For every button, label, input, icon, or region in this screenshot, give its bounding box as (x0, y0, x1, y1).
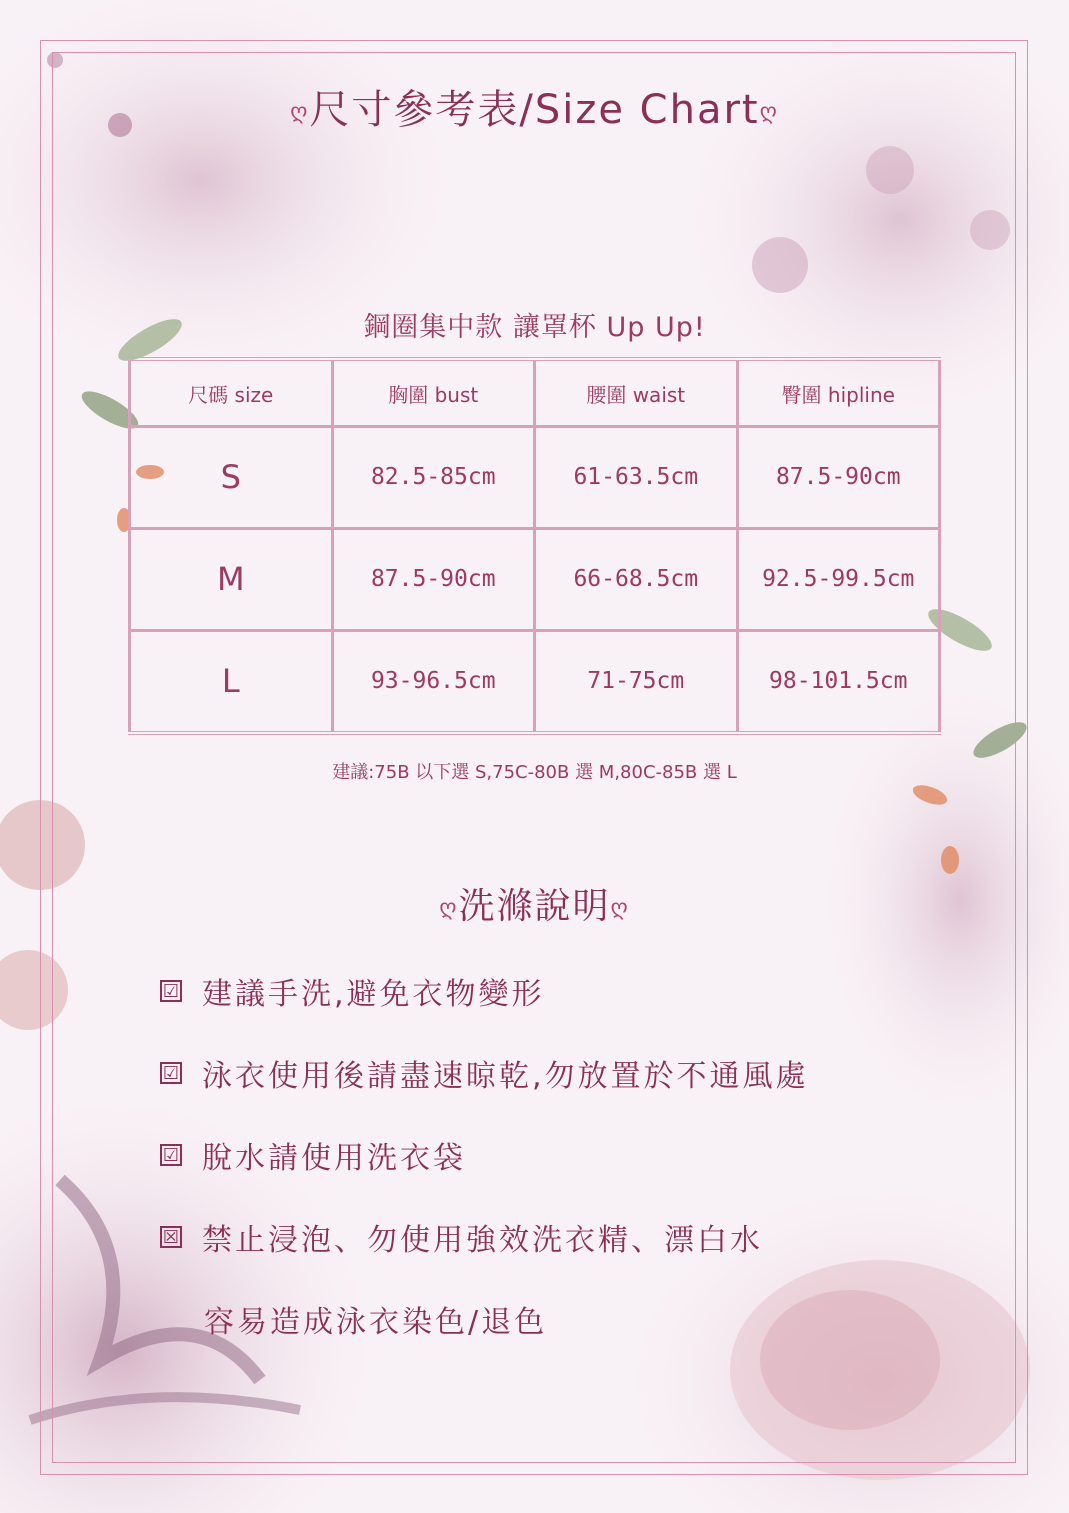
heart-icon: ღ (290, 99, 310, 125)
size-recommendation-note: 建議:75B 以下選 S,75C-80B 選 M,80C-85B 選 L (332, 762, 737, 783)
page-title (0, 78, 1069, 135)
checked-box-icon: ☑ (160, 980, 182, 1002)
hipline-cell: 87.5-90cm (737, 427, 940, 529)
list-item-continuation (160, 1278, 940, 1360)
header-size: 尺碼 size (130, 359, 333, 427)
size-cell: L (130, 630, 333, 733)
size-cell: S (130, 427, 333, 529)
page-title-text: 尺寸參考表/Size Chart (309, 87, 760, 133)
table-header-row (130, 359, 940, 427)
list-item (160, 1032, 940, 1114)
heart-icon: ღ (439, 895, 459, 921)
product-subtitle: 鋼圈集中款 讓罩杯 Up Up! (363, 312, 706, 343)
waist-cell: 61-63.5cm (535, 427, 738, 529)
list-item (160, 950, 940, 1032)
list-item-text: 禁止浸泡、勿使用強效洗衣精、漂白水 (202, 1223, 763, 1258)
list-item-text: 容易造成泳衣染色/退色 (204, 1305, 548, 1340)
bust-cell: 93-96.5cm (332, 630, 535, 733)
checked-box-icon: ☑ (160, 1062, 182, 1084)
heart-icon: ღ (610, 895, 630, 921)
size-cell: M (130, 528, 333, 630)
size-table (128, 357, 941, 735)
bust-cell: 82.5-85cm (332, 427, 535, 529)
list-item-text: 泳衣使用後請盡速晾乾,勿放置於不通風處 (202, 1059, 809, 1094)
hipline-cell: 92.5-99.5cm (737, 528, 940, 630)
header-waist: 腰圍 waist (535, 359, 738, 427)
table-row (130, 427, 940, 529)
table-row (130, 630, 940, 733)
checked-box-icon: ☑ (160, 1144, 182, 1166)
header-bust: 胸圍 bust (332, 359, 535, 427)
list-item-text: 建議手洗,避免衣物變形 (202, 977, 545, 1012)
list-item (160, 1114, 940, 1196)
wash-title-text: 洗滌說明 (458, 886, 611, 927)
list-item (160, 1196, 940, 1278)
list-item-text: 脫水請使用洗衣袋 (202, 1141, 466, 1176)
bust-cell: 87.5-90cm (332, 528, 535, 630)
heart-icon: ღ (759, 99, 779, 125)
table-row (130, 528, 940, 630)
waist-cell: 71-75cm (535, 630, 738, 733)
crossed-box-icon: ☒ (160, 1226, 182, 1248)
wash-instructions-title (0, 878, 1069, 929)
waist-cell: 66-68.5cm (535, 528, 738, 630)
hipline-cell: 98-101.5cm (737, 630, 940, 733)
header-hipline: 臀圍 hipline (737, 359, 940, 427)
wash-instructions-list (160, 950, 940, 1360)
